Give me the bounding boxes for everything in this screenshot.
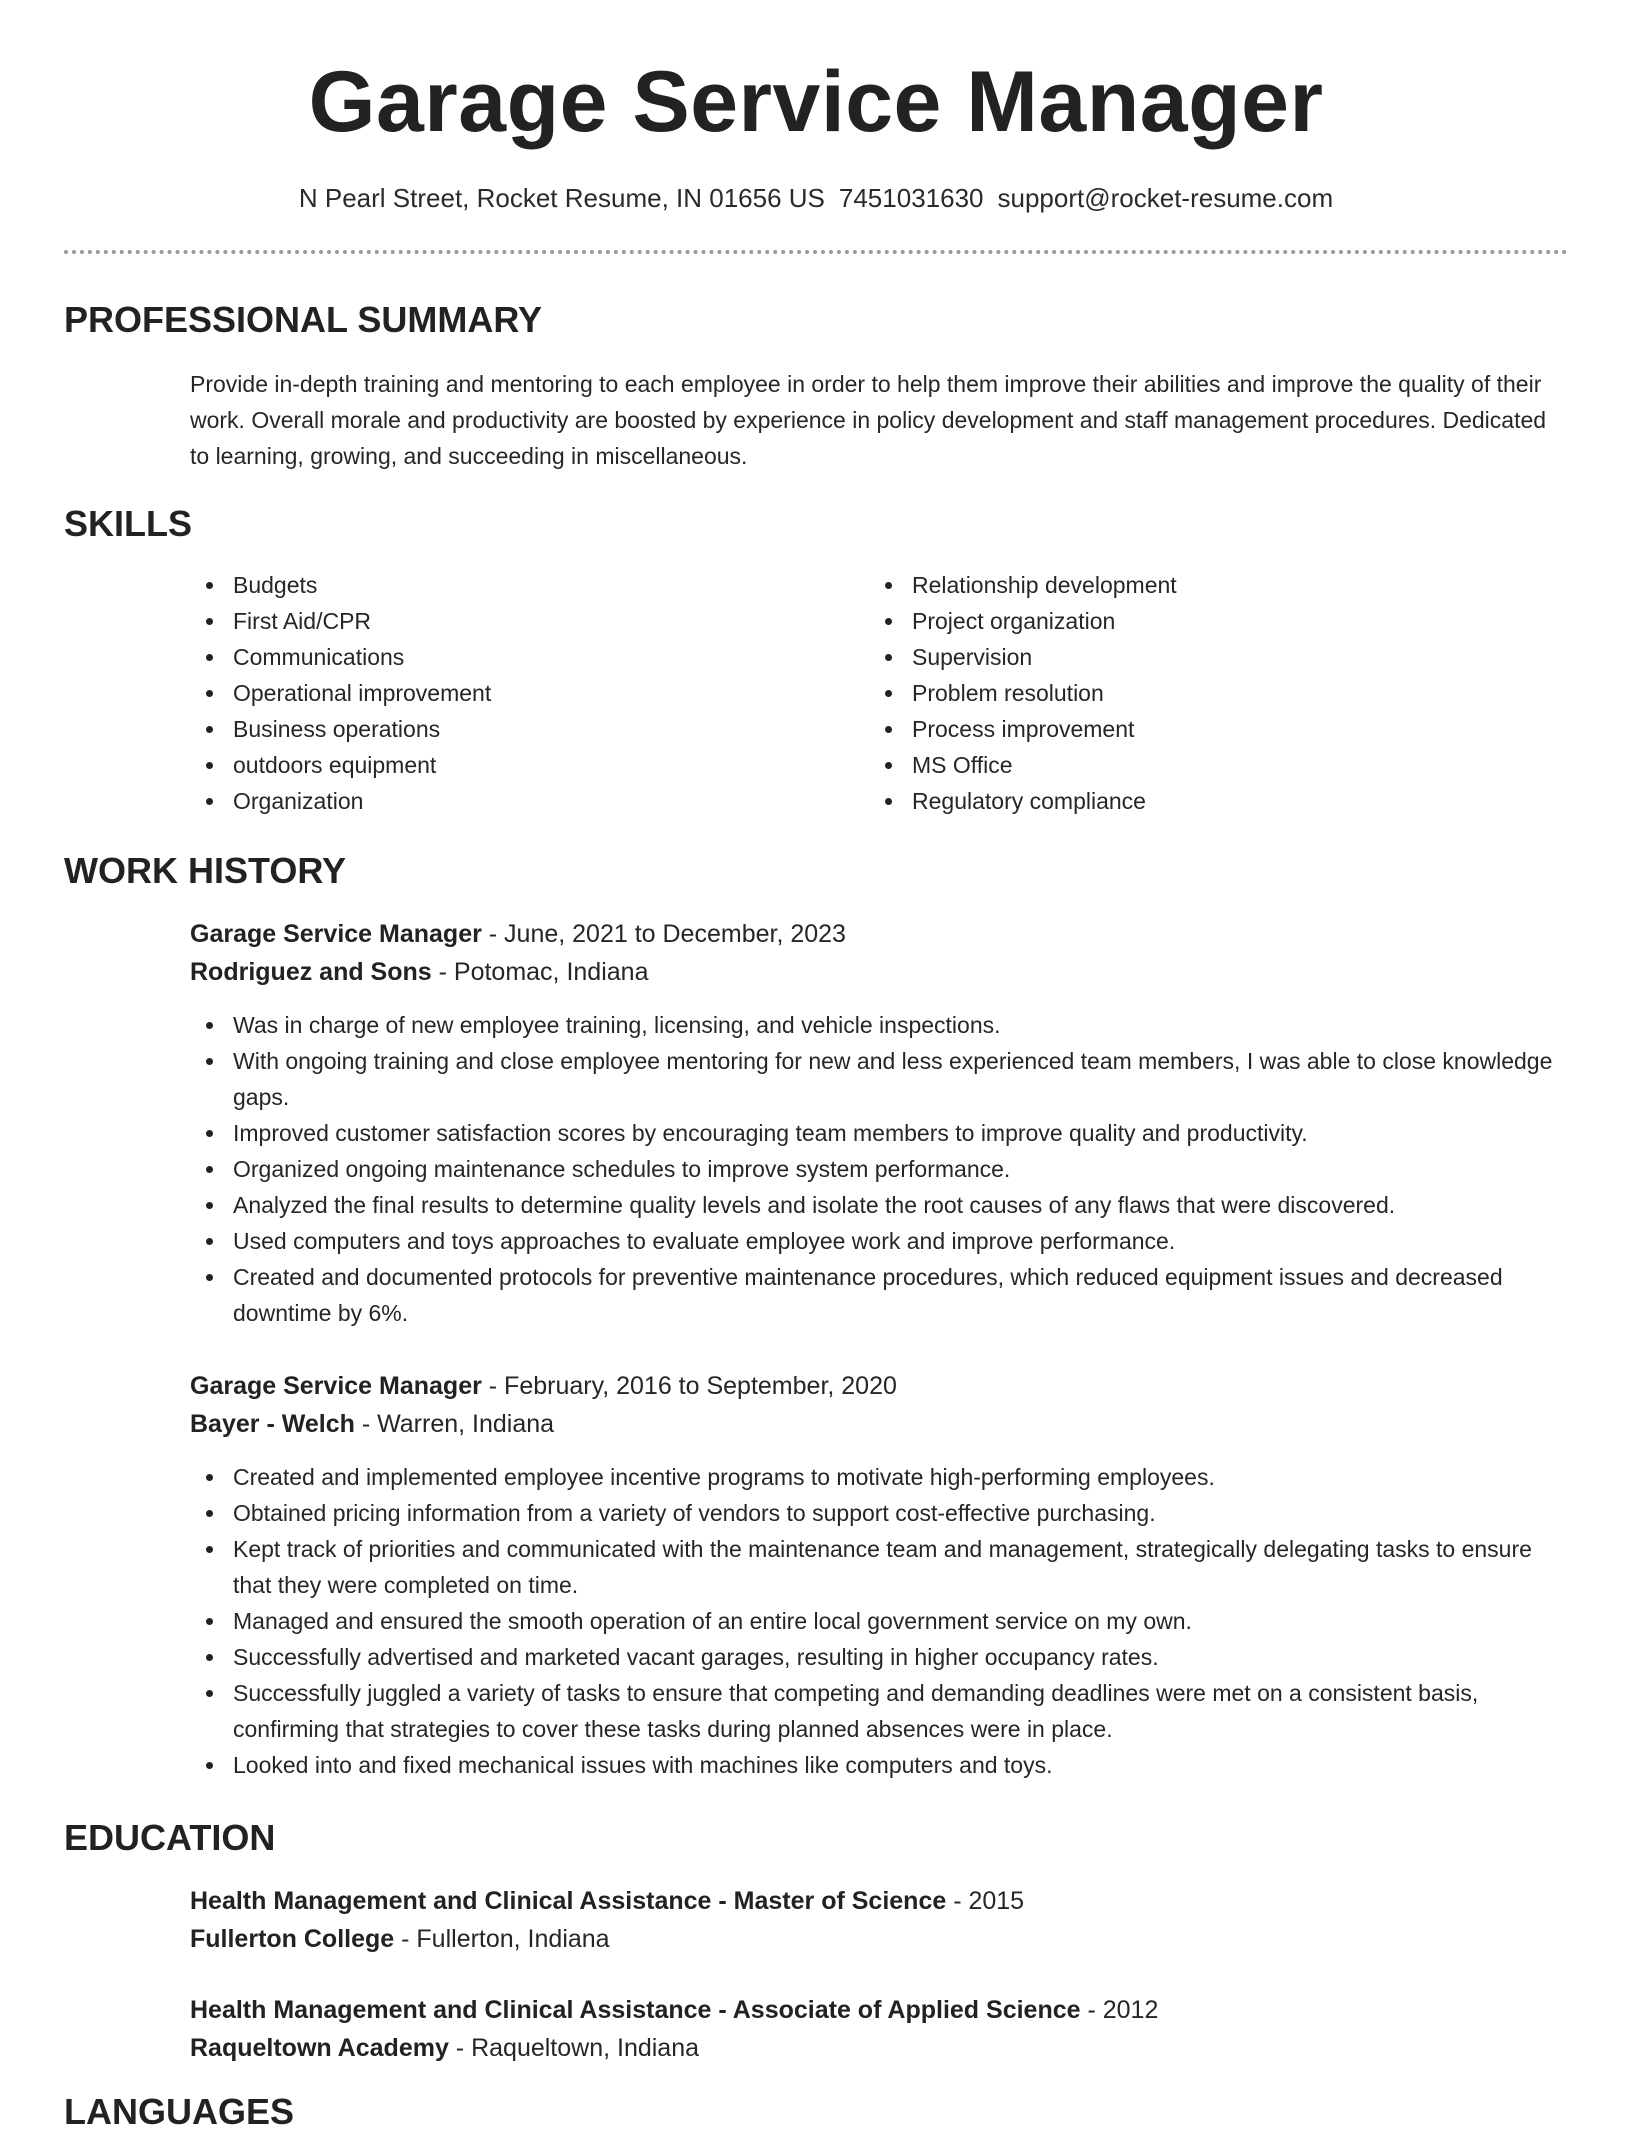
skill-item: First Aid/CPR bbox=[190, 603, 830, 639]
skills-left-column bbox=[190, 567, 830, 819]
contact-email: support@rocket-resume.com bbox=[997, 183, 1334, 213]
job-bullet: Managed and ensured the smooth operation of an entire local government service on my own. bbox=[147, 1603, 1570, 1639]
skill-item: Business operations bbox=[190, 711, 830, 747]
job-bullet: Created and documented protocols for preventive maintenance procedures, which reduced equipment issues and decreased downtime by 6%. bbox=[147, 1259, 1570, 1331]
contact-phone: 7451031630 bbox=[838, 183, 984, 213]
skill-item: Problem resolution bbox=[869, 675, 1509, 711]
job-bullet: Was in charge of new employee training, licensing, and vehicle inspections. bbox=[147, 1007, 1570, 1043]
skill-item: Operational improvement bbox=[190, 675, 830, 711]
languages-heading: LANGUAGES bbox=[64, 2091, 295, 2132]
skill-item: MS Office bbox=[869, 747, 1509, 783]
job-location: - Potomac, Indiana bbox=[431, 958, 649, 986]
job-bullet: Successfully juggled a variety of tasks to ensure that competing and demanding deadlines were met on a consistent basis, confirming that strategies to cover these tasks during planned absences were in place. bbox=[147, 1675, 1570, 1747]
skill-item: Supervision bbox=[869, 639, 1509, 675]
job-bullets bbox=[147, 1007, 1570, 1331]
job-bullet: Kept track of priorities and communicated with the maintenance team and management, strategically delegating tasks to ensure that they were completed on time. bbox=[147, 1531, 1570, 1603]
education-location: - Fullerton, Indiana bbox=[394, 1925, 610, 1953]
skill-item: Organization bbox=[190, 783, 830, 819]
skill-item: Communications bbox=[190, 639, 830, 675]
contact-line bbox=[0, 180, 1632, 216]
skill-item: Relationship development bbox=[869, 567, 1509, 603]
job-entry bbox=[190, 915, 1570, 1331]
job-bullet: Looked into and fixed mechanical issues with machines like computers and toys. bbox=[147, 1747, 1570, 1783]
skills-right-column bbox=[869, 567, 1509, 819]
work-history-heading: WORK HISTORY bbox=[64, 850, 347, 891]
job-title-line bbox=[190, 915, 1570, 953]
job-role: Garage Service Manager bbox=[190, 1372, 482, 1400]
education-degree: Health Management and Clinical Assistance - Associate of Applied Science bbox=[190, 1996, 1081, 2024]
job-bullet: Organized ongoing maintenance schedules to improve system performance. bbox=[147, 1151, 1570, 1187]
job-bullet: Improved customer satisfaction scores by encouraging team members to improve quality and productivity. bbox=[147, 1115, 1570, 1151]
skill-item: Project organization bbox=[869, 603, 1509, 639]
education-school-line bbox=[190, 1920, 1570, 1958]
skills-left-list bbox=[190, 567, 830, 819]
skill-item: outdoors equipment bbox=[190, 747, 830, 783]
job-company-line bbox=[190, 1405, 1570, 1443]
summary-heading: PROFESSIONAL SUMMARY bbox=[64, 299, 543, 340]
header-divider bbox=[64, 250, 1568, 254]
education-degree-line bbox=[190, 1882, 1570, 1920]
contact-address: N Pearl Street, Rocket Resume, IN 01656 US bbox=[298, 183, 825, 213]
education-year: - 2015 bbox=[946, 1887, 1025, 1915]
education-entry bbox=[190, 1991, 1570, 2067]
job-bullets bbox=[147, 1459, 1570, 1783]
education-school: Raqueltown Academy bbox=[190, 2034, 449, 2062]
job-dates: - June, 2021 to December, 2023 bbox=[481, 920, 846, 948]
resume-name: Garage Service Manager bbox=[308, 54, 1324, 150]
education-heading: EDUCATION bbox=[64, 1817, 276, 1858]
job-role: Garage Service Manager bbox=[190, 920, 482, 948]
job-location: - Warren, Indiana bbox=[354, 1410, 555, 1438]
skills-right-list bbox=[869, 567, 1509, 819]
education-degree-line bbox=[190, 1991, 1570, 2029]
education-school-line bbox=[190, 2029, 1570, 2067]
job-company-line bbox=[190, 953, 1570, 991]
skill-item: Budgets bbox=[190, 567, 830, 603]
education-entry bbox=[190, 1882, 1570, 1958]
job-bullet: Used computers and toys approaches to evaluate employee work and improve performance. bbox=[147, 1223, 1570, 1259]
job-bullet: Obtained pricing information from a variety of vendors to support cost-effective purchasing. bbox=[147, 1495, 1570, 1531]
job-dates: - February, 2016 to September, 2020 bbox=[481, 1372, 897, 1400]
education-school: Fullerton College bbox=[190, 1925, 395, 1953]
job-bullet: Created and implemented employee incentive programs to motivate high-performing employees. bbox=[147, 1459, 1570, 1495]
job-bullet: With ongoing training and close employee mentoring for new and less experienced team members, I was able to close knowledge gaps. bbox=[147, 1043, 1570, 1115]
job-entry bbox=[190, 1367, 1570, 1783]
job-bullet: Successfully advertised and marketed vacant garages, resulting in higher occupancy rates. bbox=[147, 1639, 1570, 1675]
job-company: Bayer - Welch bbox=[190, 1410, 355, 1438]
summary-text: Provide in-depth training and mentoring to each employee in order to help them improve their abilities and improve the quality of their work. Overall morale and productivity are boosted by experience in policy development and staff management procedures. Dedicated to learning, growing, and succeeding in miscellaneous. bbox=[190, 371, 1547, 469]
education-year: - 2012 bbox=[1080, 1996, 1159, 2024]
job-title-line bbox=[190, 1367, 1570, 1405]
skill-item: Process improvement bbox=[869, 711, 1509, 747]
education-location: - Raqueltown, Indiana bbox=[448, 2034, 700, 2062]
skill-item: Regulatory compliance bbox=[869, 783, 1509, 819]
education-degree: Health Management and Clinical Assistance - Master of Science bbox=[190, 1887, 947, 1915]
job-company: Rodriguez and Sons bbox=[190, 958, 432, 986]
job-bullet: Analyzed the final results to determine quality levels and isolate the root causes of any flaws that were discovered. bbox=[147, 1187, 1570, 1223]
skills-heading: SKILLS bbox=[64, 503, 193, 544]
